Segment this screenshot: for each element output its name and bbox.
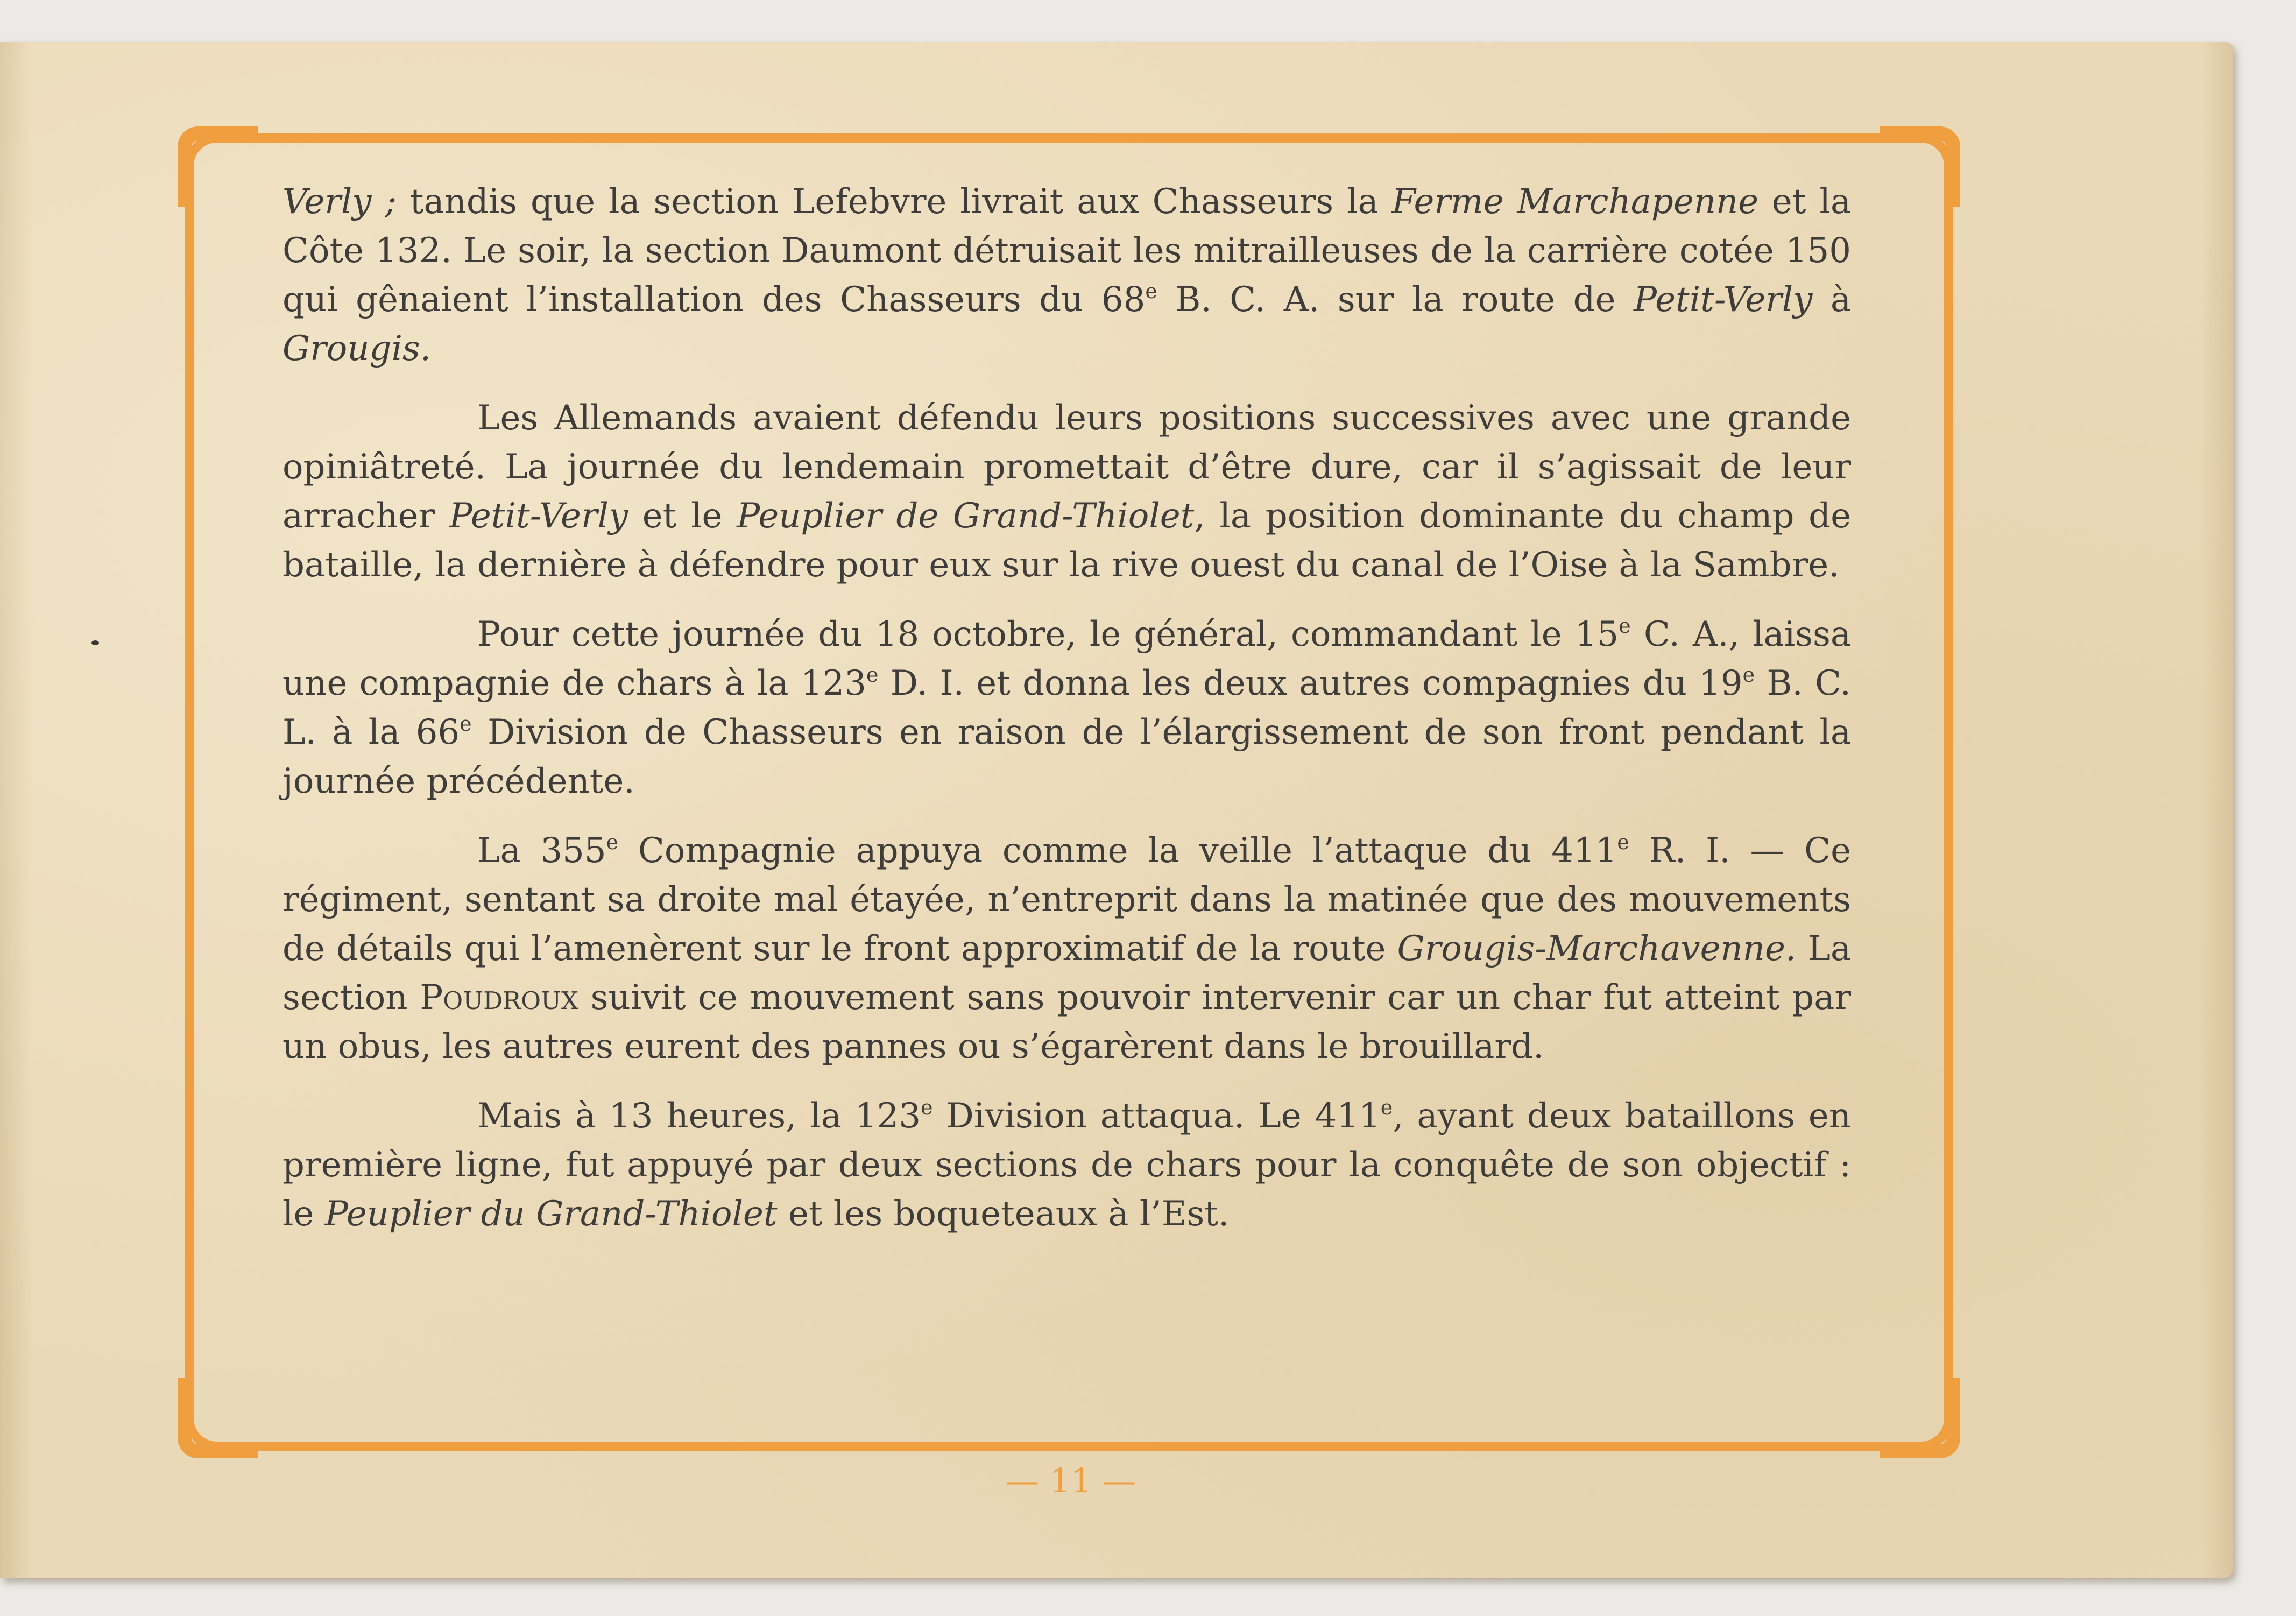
paragraph	[282, 1092, 1851, 1239]
text-run: et la Côte 132. Le soir, la section Daumont détruisait les mitrailleuses de la carrière cotée 150 qui gênaient l’installation des Chasseurs du 68	[282, 182, 1852, 320]
text-run: B. C. L. à la 66	[282, 664, 1851, 752]
text-run: tandis que la section Lefebvre livrait aux Chasseurs la	[396, 182, 1392, 222]
frame-corner-bottom-left	[178, 1378, 258, 1458]
text-run: Compagnie appuya comme la veille l’attaque du 411	[618, 831, 1617, 871]
paragraph	[282, 178, 1851, 373]
superscript: e	[921, 1096, 933, 1119]
italic-text: Grougis-Marchavenne.	[1397, 929, 1797, 969]
ink-speck	[91, 640, 99, 645]
text-run: suivit ce mouvement sans pouvoir intervenir car un char fut atteint par un obus, les autres eurent des pannes ou s’égarèrent dans le brouillard.	[282, 978, 1852, 1067]
text-run: à	[1812, 280, 1852, 320]
italic-text: Petit-Verly	[449, 496, 628, 536]
text-run: , ayant deux bataillons en première ligne, fut appuyé par deux sections de chars pour la conquête de son objectif : le	[282, 1096, 1852, 1234]
paragraph	[282, 827, 1851, 1071]
superscript: e	[1619, 614, 1631, 638]
text-run: , la position dominante du champ de bataille, la dernière à défendre pour eux sur la rive ouest du canal de l’Oise à la Sambre.	[282, 496, 1852, 585]
text-run: R. I. — Ce régiment, sentant sa droite mal étayée, n’entreprit dans la matinée que des mouvements de détails qui l’amenèrent sur le front approximatif de la route	[282, 831, 1852, 969]
text-run: Division de Chasseurs en raison de l’élargissement de son front pendant la journée précédente.	[282, 712, 1851, 801]
superscript: e	[1742, 663, 1755, 687]
text-run: Division attaqua. Le 411	[932, 1096, 1381, 1136]
text-run: C. A., laissa une compagnie de chars à la 123	[282, 615, 1852, 703]
text-run: et le	[628, 496, 737, 536]
superscript: e	[1145, 279, 1157, 303]
superscript: e	[460, 712, 472, 736]
text-run: La 355	[477, 831, 606, 871]
italic-text: Grougis.	[282, 329, 432, 369]
superscript: e	[1617, 830, 1629, 854]
frame-corner-top-right	[1880, 126, 1960, 207]
text-run: Mais à 13 heures, la 123	[477, 1096, 921, 1136]
text-run: Poudroux	[420, 978, 578, 1018]
italic-text: Petit-Verly	[1633, 280, 1813, 320]
text-run: Pour cette journée du 18 octobre, le général, commandant le 15	[477, 615, 1619, 654]
italic-text: Peuplier de Grand-Thiolet	[737, 496, 1195, 536]
paragraph	[282, 394, 1851, 590]
frame-corner-top-left	[178, 126, 258, 207]
italic-text: Peuplier du Grand-Thiolet	[324, 1194, 778, 1234]
text-run: Les Allemands avaient défendu leurs positions successives avec une grande opiniâtreté. La journée du lendemain promettait d’être dure, car il s’agissait de leur arracher	[282, 398, 1851, 536]
text-run: D. I. et donna les deux autres compagnies du 19	[878, 664, 1743, 703]
superscript: e	[606, 830, 619, 854]
text-run: B. C. A. sur la route de	[1157, 280, 1634, 320]
frame-corner-bottom-right	[1880, 1378, 1960, 1458]
text-run: La section	[282, 929, 1852, 1018]
superscript: e	[1380, 1096, 1393, 1119]
body-text	[282, 178, 1851, 1259]
italic-text: Verly ;	[282, 182, 397, 222]
paragraph	[282, 610, 1851, 806]
italic-text: Ferme Marchapenne	[1391, 182, 1759, 222]
superscript: e	[866, 663, 879, 687]
page-number: — 11 —	[1005, 1461, 1136, 1500]
text-run: et les boqueteaux à l’Est.	[777, 1194, 1230, 1234]
